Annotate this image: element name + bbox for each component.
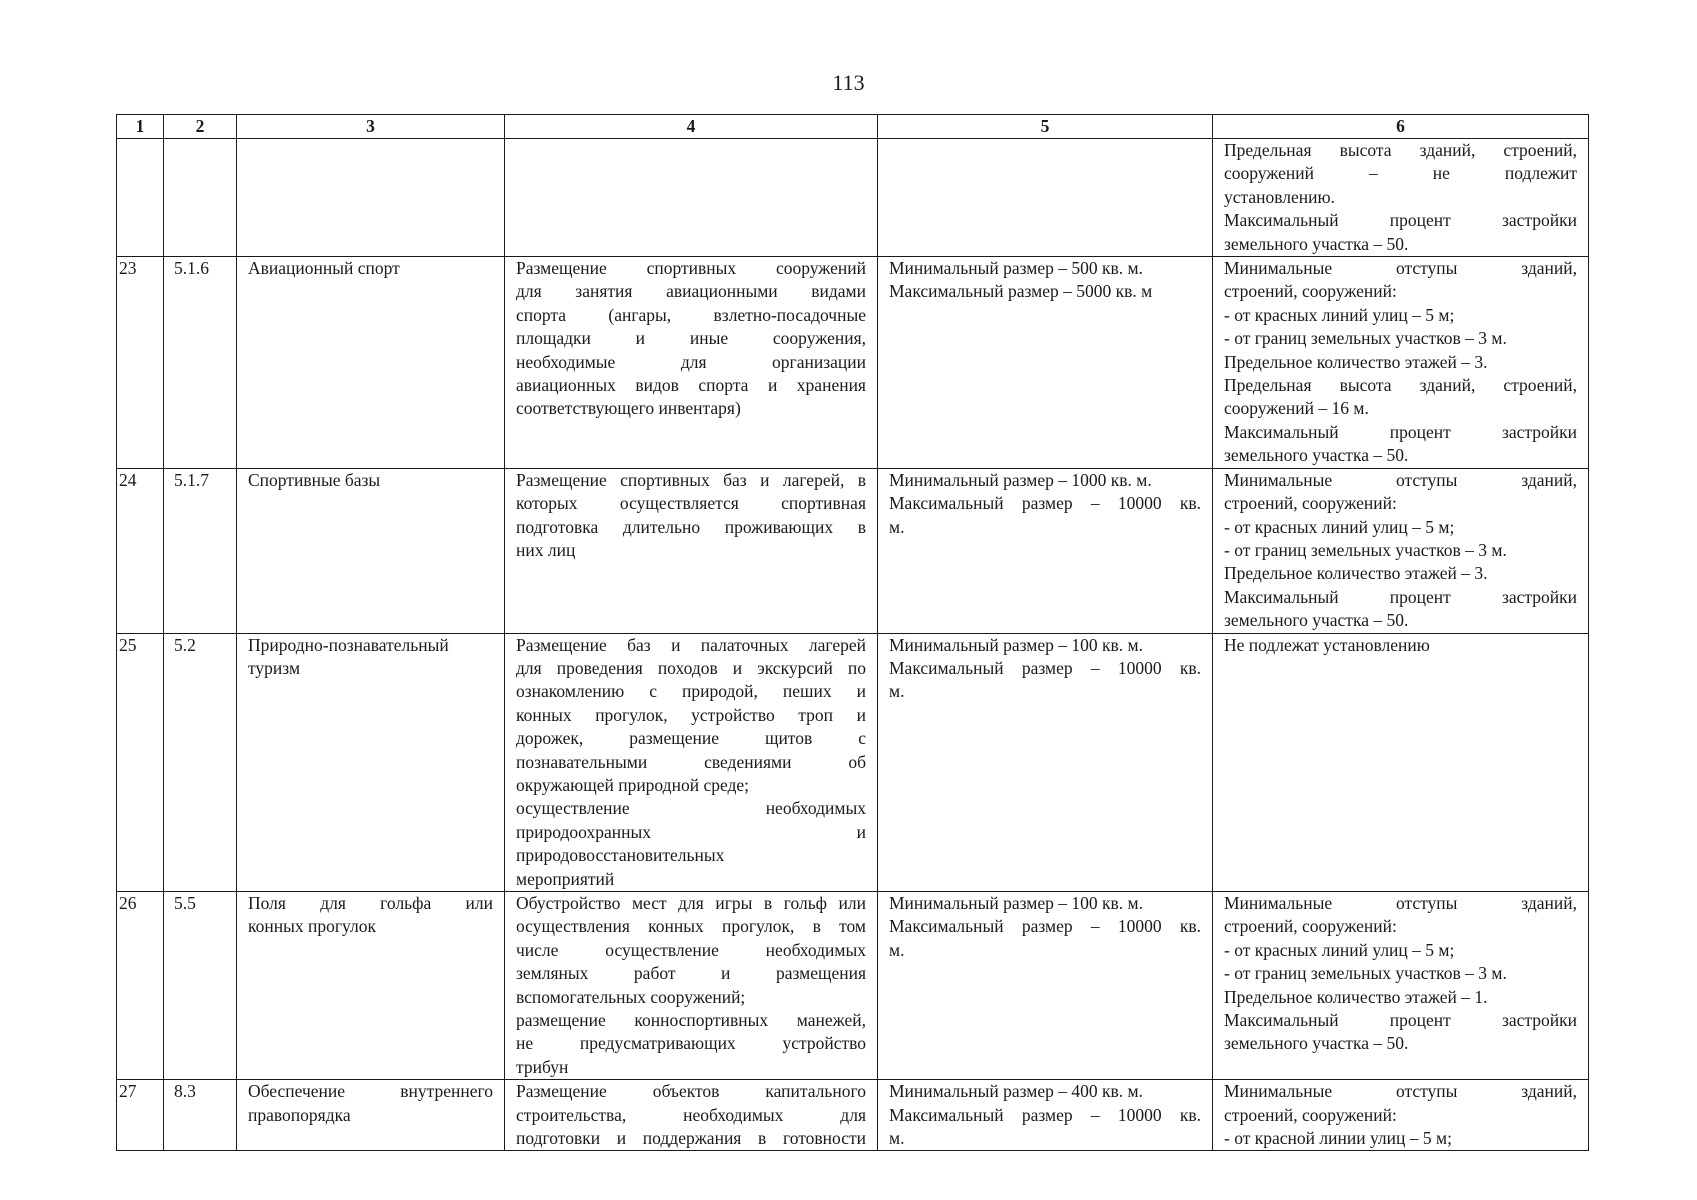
text-line: Предельная высота зданий, строений,	[1224, 140, 1577, 160]
text-line: Максимальный размер – 10000 кв.	[889, 916, 1201, 937]
text-line: - от красной линии улиц – 5 м;	[1224, 1128, 1452, 1149]
text-line: Минимальный размер – 400 кв. м.	[889, 1081, 1143, 1102]
text-line: сооружений – не подлежит	[1224, 163, 1577, 184]
classification-code-cell: 5.2	[164, 633, 237, 891]
text-line: для проведения походов и экскурсий по	[516, 657, 866, 678]
text-line: м.	[889, 1128, 905, 1149]
building-parameters-cell	[1213, 1080, 1589, 1151]
text-line: Авиационный спорт	[248, 258, 400, 279]
text-line: м.	[889, 681, 905, 702]
page-number: 113	[832, 70, 865, 95]
text-line: Природно-познавательный	[248, 634, 449, 655]
row-number-cell	[117, 139, 164, 257]
land-use-table	[116, 114, 1589, 1151]
text-line: туризм	[248, 657, 301, 678]
header-row	[117, 115, 1589, 139]
text-line: Максимальный размер – 10000 кв.	[889, 1104, 1201, 1125]
text-line: Минимальный размер – 1000 кв. м.	[889, 469, 1152, 490]
plot-size-cell	[878, 633, 1213, 891]
column-header: 1	[117, 115, 164, 139]
text-line: Предельное количество этажей – 3.	[1224, 563, 1488, 584]
text-line: которых осуществляется спортивная	[516, 493, 866, 514]
building-parameters-cell	[1213, 468, 1589, 633]
land-use-description-cell	[505, 1080, 878, 1151]
land-use-name-cell	[237, 1080, 505, 1151]
text-line: не предусматривающих устройство	[516, 1033, 866, 1054]
text-line: строений, сооружений:	[1224, 493, 1397, 514]
land-use-name-cell	[237, 257, 505, 469]
text-line: Спортивные базы	[248, 469, 381, 490]
text-line: окружающей природной среде;	[516, 774, 750, 795]
classification-code-cell: 5.1.7	[164, 468, 237, 633]
text-line: - от границ земельных участков – 3 м.	[1224, 539, 1507, 560]
text-line: Предельное количество этажей – 3.	[1224, 351, 1488, 372]
table-row	[117, 139, 1589, 257]
text-line: Максимальный процент застройки	[1224, 1010, 1577, 1031]
plot-size-cell	[878, 139, 1213, 257]
plot-size-cell	[878, 468, 1213, 633]
text-line: Максимальный размер – 5000 кв. м	[889, 281, 1153, 302]
text-line: Минимальные отступы зданий,	[1224, 258, 1577, 279]
text-line: вспомогательных сооружений;	[516, 986, 746, 1007]
text-line: строений, сооружений:	[1224, 1104, 1397, 1125]
text-line: Максимальный процент застройки	[1224, 586, 1577, 607]
text-line: сооружений – 16 м.	[1224, 398, 1369, 419]
table-row	[117, 257, 1589, 469]
land-use-name-cell	[237, 139, 505, 257]
table-row	[117, 1080, 1589, 1151]
text-line: дорожек, размещение щитов с	[516, 728, 866, 749]
text-line: необходимые для организации	[516, 351, 866, 372]
text-line: строительства, необходимых для	[516, 1104, 866, 1125]
text-line: размещение конноспортивных манежей,	[516, 1010, 866, 1031]
building-parameters-cell	[1213, 633, 1589, 891]
text-line: авиационных видов спорта и хранения	[516, 375, 866, 396]
text-line: строений, сооружений:	[1224, 916, 1397, 937]
text-line: - от красных линий улиц – 5 м;	[1224, 304, 1455, 325]
text-line: м.	[889, 939, 905, 960]
column-header: 2	[164, 115, 237, 139]
text-line: подготовки и поддержания в готовности	[516, 1128, 866, 1149]
classification-code-cell: 5.1.6	[164, 257, 237, 469]
text-line: Минимальные отступы зданий,	[1224, 1081, 1577, 1102]
text-line: Максимальный размер – 10000 кв.	[889, 657, 1201, 678]
row-number-cell: 27	[117, 1080, 164, 1151]
text-line: Обустройство мест для игры в гольф или	[516, 893, 866, 913]
classification-code-cell: 8.3	[164, 1080, 237, 1151]
text-line: осуществления конных прогулок, в том	[516, 916, 866, 937]
text-line: - от границ земельных участков – 3 м.	[1224, 328, 1507, 349]
text-line: них лиц	[516, 539, 576, 560]
text-line: правопорядка	[248, 1104, 351, 1125]
row-number-cell: 25	[117, 633, 164, 891]
text-line: Минимальный размер – 100 кв. м.	[889, 634, 1143, 655]
land-use-description-cell	[505, 468, 878, 633]
table-row	[117, 892, 1589, 1080]
table-row	[117, 633, 1589, 891]
text-line: Минимальный размер – 500 кв. м.	[889, 258, 1143, 279]
plot-size-cell	[878, 892, 1213, 1080]
text-line: числе осуществление необходимых	[516, 939, 866, 960]
row-number-cell: 24	[117, 468, 164, 633]
classification-code-cell: 5.5	[164, 892, 237, 1080]
plot-size-cell	[878, 257, 1213, 469]
column-header: 4	[505, 115, 878, 139]
land-use-description-cell	[505, 257, 878, 469]
column-header: 6	[1213, 115, 1589, 139]
text-line: Обеспечение внутреннего	[248, 1081, 493, 1102]
row-number-cell: 23	[117, 257, 164, 469]
building-parameters-cell	[1213, 892, 1589, 1080]
classification-code-cell	[164, 139, 237, 257]
text-line: мероприятий	[516, 868, 615, 889]
text-line: земляных работ и размещения	[516, 963, 866, 984]
text-line: познавательными сведениями об	[516, 751, 866, 772]
text-line: Минимальный размер – 100 кв. м.	[889, 893, 1143, 913]
text-line: земельного участка – 50.	[1224, 1033, 1409, 1054]
text-line: Предельная высота зданий, строений,	[1224, 375, 1577, 396]
text-line: Размещение спортивных сооружений	[516, 258, 866, 279]
text-line: для занятия авиационными видами	[516, 281, 866, 302]
text-line: м.	[889, 516, 905, 537]
land-use-description-cell	[505, 633, 878, 891]
text-line: - от границ земельных участков – 3 м.	[1224, 963, 1507, 984]
column-header: 3	[237, 115, 505, 139]
text-line: осуществление необходимых	[516, 798, 866, 819]
text-line: конных прогулок, устройство троп и	[516, 704, 866, 725]
text-line: установлению.	[1224, 186, 1335, 207]
text-line: земельного участка – 50.	[1224, 610, 1409, 631]
land-use-name-cell	[237, 633, 505, 891]
building-parameters-cell	[1213, 139, 1589, 257]
text-line: Максимальный процент застройки	[1224, 421, 1577, 442]
text-line: трибун	[516, 1056, 569, 1077]
text-line: Не подлежат установлению	[1224, 634, 1430, 655]
text-line: природовосстановительных	[516, 845, 725, 866]
text-line: конных прогулок	[248, 916, 376, 937]
text-line: земельного участка – 50.	[1224, 233, 1409, 254]
text-line: Размещение объектов капитального	[516, 1081, 866, 1102]
text-line: подготовка длительно проживающих в	[516, 516, 866, 537]
building-parameters-cell	[1213, 257, 1589, 469]
land-use-description-cell	[505, 139, 878, 257]
text-line: ознакомлению с природой, пеших и	[516, 681, 866, 702]
text-line: земельного участка – 50.	[1224, 445, 1409, 466]
text-line: Предельное количество этажей – 1.	[1224, 986, 1488, 1007]
text-line: природоохранных и	[516, 821, 866, 842]
text-line: строений, сооружений:	[1224, 281, 1397, 302]
land-use-name-cell	[237, 892, 505, 1080]
text-line: Максимальный размер – 10000 кв.	[889, 493, 1201, 514]
row-number-cell: 26	[117, 892, 164, 1080]
table-body	[117, 139, 1589, 1151]
text-line: соответствующего инвентаря)	[516, 398, 741, 419]
text-line: Размещение спортивных баз и лагерей, в	[516, 469, 866, 490]
text-line: Минимальные отступы зданий,	[1224, 469, 1577, 490]
land-use-name-cell	[237, 468, 505, 633]
text-line: - от красных линий улиц – 5 м;	[1224, 516, 1455, 537]
text-line: спорта (ангары, взлетно-посадочные	[516, 304, 866, 325]
text-line: Максимальный процент застройки	[1224, 210, 1577, 231]
text-line: Размещение баз и палаточных лагерей	[516, 634, 866, 655]
text-line: площадки и иные сооружения,	[516, 328, 866, 349]
text-line: Поля для гольфа или	[248, 893, 493, 913]
text-line: Минимальные отступы зданий,	[1224, 893, 1577, 913]
land-use-description-cell	[505, 892, 878, 1080]
text-line: - от красных линий улиц – 5 м;	[1224, 939, 1455, 960]
plot-size-cell	[878, 1080, 1213, 1151]
table-row	[117, 468, 1589, 633]
column-header: 5	[878, 115, 1213, 139]
